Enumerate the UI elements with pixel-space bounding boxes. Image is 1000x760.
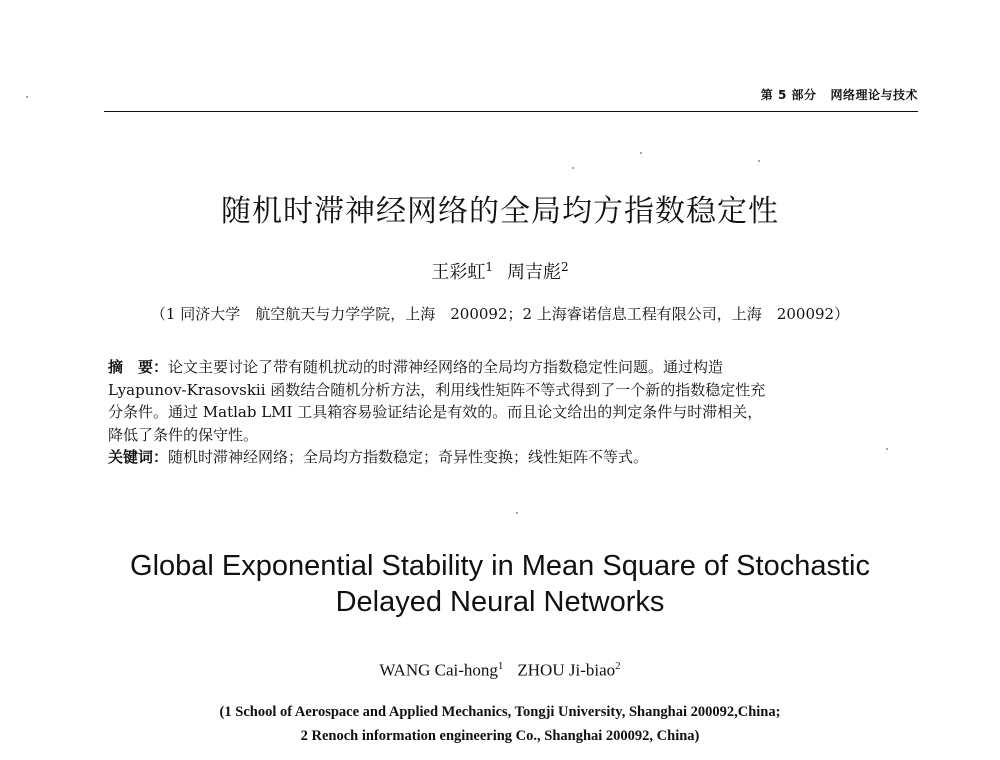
english-affiliation-line: 2 Renoch information engineering Co., Shanghai 200092, China) — [300, 728, 700, 744]
chinese-author-name: 王彩虹 — [431, 262, 486, 283]
english-author-name: ZHOU Ji-biao — [517, 660, 616, 680]
english-affiliation — [0, 700, 1000, 748]
english-authors — [0, 660, 1000, 681]
abstract-line — [108, 356, 884, 379]
chinese-title: 随机时滞神经网络的全局均方指数稳定性 — [221, 194, 779, 229]
abstract-label: 摘 要： — [108, 358, 169, 376]
abstract-line: 分条件。通过 Matlab LMI 工具箱容易验证结论是有效的。而且论文给出的判定条件与时滞相关， — [108, 403, 763, 422]
header-rule — [104, 111, 918, 112]
english-title-line: Delayed Neural Networks — [335, 586, 665, 618]
scan-speck — [886, 448, 888, 450]
page-header — [104, 86, 918, 112]
scan-speck — [26, 96, 28, 98]
english-affiliation-line: (1 School of Aerospace and Applied Mechanics, Tongji University, Shanghai 200092,China; — [219, 704, 781, 720]
author-mark: 1 — [485, 260, 493, 274]
abstract-text: 论文主要讨论了带有随机扰动的时滞神经网络的全局均方指数稳定性问题。通过构造 — [168, 358, 724, 376]
abstract-line: 降低了条件的保守性。 — [108, 425, 259, 444]
chinese-authors — [0, 258, 1000, 284]
running-head-section: 第 5 部分 — [760, 88, 817, 102]
author-mark: 1 — [497, 660, 504, 672]
abstract-line: Lyapunov-Krasovskii 函数结合随机分析方法，利用线性矩阵不等式得到了一个新的指数稳定性充 — [108, 380, 766, 399]
english-author-name: WANG Cai-hong — [379, 660, 498, 680]
english-title — [0, 548, 1000, 620]
keywords-label: 关键词： — [108, 448, 169, 467]
chinese-affiliation: （1 同济大学 航空航天与力学学院，上海 200092；2 上海睿诺信息工程有限公司，上海 200092） — [150, 305, 850, 323]
scan-speck — [572, 167, 574, 169]
author-mark: 2 — [615, 660, 621, 672]
running-head-topic: 网络理论与技术 — [830, 88, 918, 102]
english-title-line: Global Exponential Stability in Mean Square of Stochastic — [130, 550, 870, 582]
scan-speck — [758, 160, 760, 162]
chinese-abstract — [108, 356, 884, 469]
keywords-line — [108, 446, 884, 469]
scan-speck — [516, 512, 518, 514]
keywords-text: 随机时滞神经网络；全局均方指数稳定；奇异性变换；线性矩阵不等式。 — [168, 448, 649, 467]
chinese-author-name: 周吉彪 — [507, 262, 561, 283]
scan-speck — [640, 152, 642, 154]
running-head — [761, 86, 918, 103]
author-mark: 2 — [561, 260, 569, 274]
